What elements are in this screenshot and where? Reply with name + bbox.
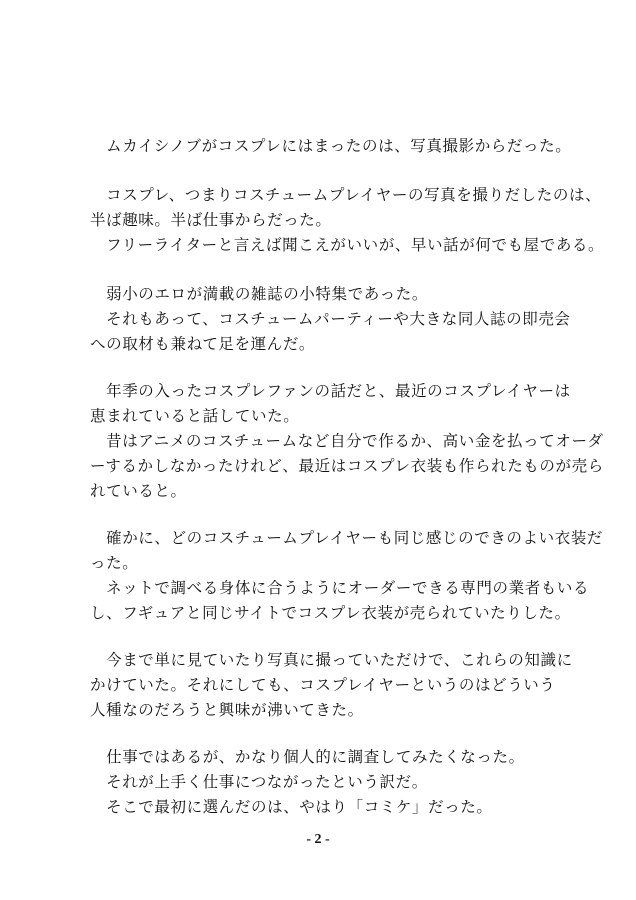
text-line: れていると。: [90, 482, 187, 500]
text-line: それもあって、コスチュームパーティーや大きな同人誌の即売会: [90, 310, 571, 328]
text-line: 弱小のエロが満載の雑誌の小特集であった。: [90, 285, 428, 303]
text-line: 半ば趣味。半ば仕事からだった。: [90, 211, 332, 229]
text-line: ムカイシノブがコスプレにはまったのは、写真撮影からだった。: [90, 137, 572, 155]
text-line: ネットで調べる身体に合うようにオーダーできる専門の業者もいる: [90, 579, 590, 597]
text-line: 年季の入ったコスプレファンの話だと、最近のコスプレイヤーは: [90, 382, 571, 400]
text-line: 確かに、どのコスチュームプレイヤーも同じ感じのできのよい衣装だ: [90, 529, 604, 547]
text-line: 昔はアニメのコスチュームなど自分で作るか、高い金を払ってオーダ: [90, 432, 604, 450]
text-line: 人種なのだろうと興味が沸いてきた。: [90, 701, 364, 719]
text-line: し、フギュアと同じサイトでコスプレ衣装が売られていたりした。: [90, 604, 571, 622]
text-line: った。: [90, 554, 139, 572]
text-line: への取材も兼ねて足を運んだ。: [90, 335, 316, 353]
text-line: 今まで単に見ていたり写真に撮っていただけで、これらの知識に: [90, 651, 573, 669]
text-line: 仕事ではあるが、かなり個人的に調査してみたくなった。: [90, 748, 525, 766]
text-line: かけていた。それにしても、コスプレイヤーというのはどういう: [90, 676, 556, 694]
page-number: - 2 -: [306, 832, 330, 847]
text-line: それが上手く仕事につながったという訳だ。: [90, 773, 428, 791]
text-line: そこで最初に選んだのは、やはり「コミケ」だった。: [90, 798, 493, 816]
text-line: ーするかしなかったけれど、最近はコスプレ衣装も作られたものが売ら: [90, 457, 604, 475]
text-line: 恵まれていると話していた。: [90, 407, 300, 425]
text-line: フリーライターと言えば聞こえがいいが、早い話が何でも屋である。: [90, 236, 605, 254]
text-line: コスプレ、つまりコスチュームプレイヤーの写真を撮りだしたのは、: [90, 186, 602, 204]
